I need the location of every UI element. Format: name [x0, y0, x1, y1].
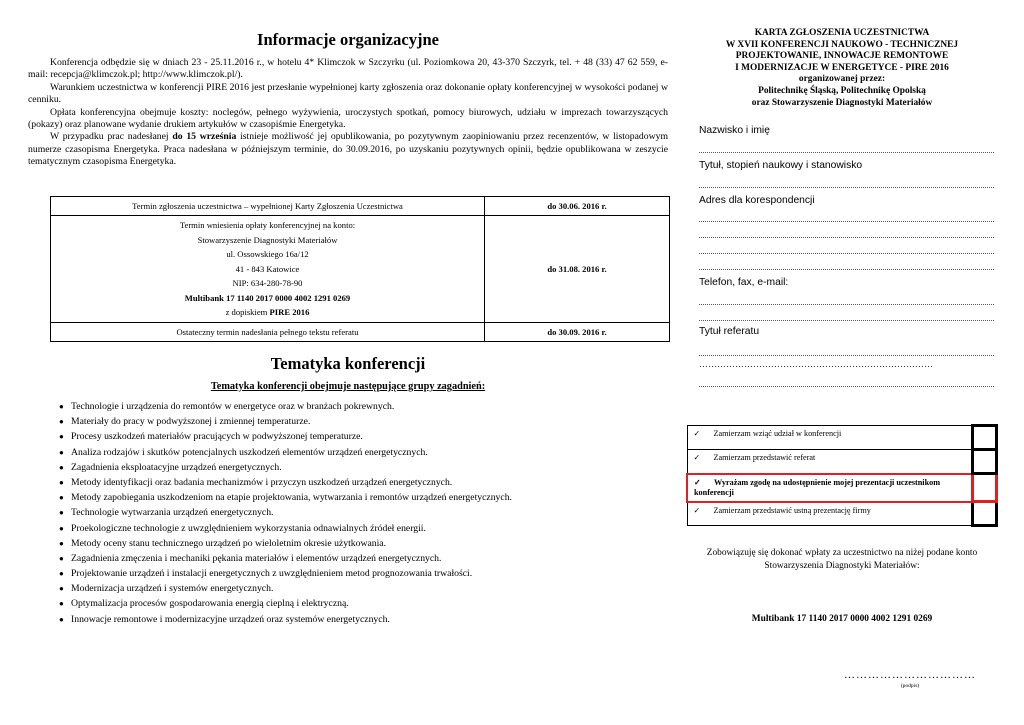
- registration-card: [686, 0, 998, 689]
- bullet-icon: ●: [59, 432, 64, 442]
- bullet-icon: ●: [59, 553, 64, 563]
- bullet-icon: ●: [59, 402, 64, 411]
- topic-label: Modernizacja urządzeń i systemów energetycznych.: [71, 583, 274, 595]
- topic-label: Metody zapobiegania uszkodzeniom na etapie projektowania, wytwarzania i remontów urządzeń energetycznych.: [71, 492, 512, 504]
- deadline-label: Ostateczny termin nadesłania pełnego tekstu referatu: [51, 323, 485, 342]
- bullet-icon: ●: [59, 417, 64, 427]
- deadline-date: do 31.08. 2016 r.: [485, 216, 670, 323]
- paper-label: Tytuł referatu: [699, 326, 760, 337]
- name-label: Nazwisko i imię: [699, 125, 770, 136]
- check-icon: ✓: [693, 505, 701, 515]
- topic-label: Optymalizacja procesów gospodarowania energią cieplną i elektryczną.: [71, 598, 349, 610]
- topic-item: [28, 505, 688, 520]
- topic-label: Materiały do pracy w podwyższonej i zmiennej temperaturze.: [71, 416, 311, 428]
- topic-item: [28, 581, 688, 596]
- info-paragraph: Konferencja odbędzie się w dniach 23 - 25.11.2016 r., w hotelu 4* Klimczok w Szczyrku (ul. Poziomkowa 20, 43-370 Szczyrk, tel. + 48 (33) 47 62 559, e-mail: recepcja@klimczok.pl; http://www.klimczok.pl/).: [28, 57, 668, 81]
- topic-item: [28, 490, 688, 505]
- topic-item: [28, 551, 688, 566]
- consent-checkbox[interactable]: [973, 474, 997, 502]
- payment-details: [51, 216, 485, 323]
- deadline-date: do 30.09. 2016 r.: [485, 323, 670, 342]
- table-row: [687, 474, 997, 502]
- card-heading-line: Politechnikę Śląską, Politechnikę Opolską: [758, 85, 926, 96]
- card-heading-line: organizowanej przez:: [798, 74, 886, 85]
- info-text-span: W przypadku prac nadesłanej: [50, 131, 173, 143]
- topics-list: [28, 399, 688, 627]
- topic-item: [28, 414, 688, 429]
- payment-line: 41 - 843 Katowice: [235, 263, 300, 274]
- check-icon: ✓: [694, 477, 701, 487]
- paper-field-line-2[interactable]: ……………………………………………………………………: [699, 359, 933, 369]
- topic-label: Analiza rodzajów i skutków potencjalnych uszkodzeń elementów urządzeń energetycznych.: [71, 446, 428, 458]
- card-heading: [686, 28, 998, 109]
- topic-item: [28, 566, 688, 581]
- info-paragraph: Warunkiem uczestnictwa w konferencji PIRE 2016 jest przesłanie wypełnionej karty zgłoszenia oraz dokonanie opłaty konferencyjnej w wysokości podanej w cenniku.: [28, 81, 668, 106]
- table-row: [687, 426, 997, 450]
- table-row: [51, 197, 670, 216]
- topic-item: [28, 475, 688, 490]
- signature-line[interactable]: ……………………………: [844, 669, 976, 681]
- table-row: [51, 323, 670, 342]
- bullet-icon: ●: [59, 538, 64, 548]
- topic-label: Technologie i urządzenia do remontów w energetyce oraz w branżach pokrewnych.: [71, 401, 395, 412]
- declaration-label: Zamierzam przedstawić referat: [713, 453, 816, 462]
- deadline-date: do 30.06. 2016 r.: [485, 197, 670, 216]
- topic-item: [28, 596, 688, 611]
- info-text: [28, 57, 668, 169]
- card-heading-line: oraz Stowarzyszenie Diagnostyki Materiałów: [751, 97, 933, 108]
- card-heading-line: I MODERNIZACJE W ENERGETYCE - PIRE 2016: [735, 62, 949, 73]
- bullet-icon: ●: [59, 569, 64, 579]
- paper-checkbox[interactable]: [973, 450, 997, 474]
- paper-field-line-3[interactable]: [699, 371, 994, 387]
- phone-label: Telefon, fax, e-mail:: [699, 277, 789, 288]
- check-icon: ✓: [693, 453, 701, 462]
- topic-item: [28, 399, 688, 414]
- bullet-icon: ●: [59, 508, 64, 518]
- topic-label: Procesy uszkodzeń materiałów pracujących w podwyższonej temperaturze.: [71, 431, 363, 443]
- topic-label: Innowacje remontowe i modernizacyjne urządzeń oraz systemów energetycznych.: [71, 613, 390, 625]
- declarations-table: [686, 424, 998, 527]
- topic-item: [28, 460, 688, 475]
- topic-label: Proekologiczne technologie z uwzględnieniem wykorzystania odnawialnych źródeł energii.: [71, 522, 426, 534]
- declaration-text: [687, 450, 973, 474]
- topics-subtitle: Tematyka konferencji obejmuje następujące grupy zagadnień:: [210, 381, 486, 392]
- paper-field-line-1[interactable]: [699, 340, 994, 356]
- info-text-span: istnieje możliwość jej opublikowania, po pozytywnym zaopiniowaniu przez recenzentów, w listopadowym numerze czasopisma Energetyka. Praca nadesłana w późniejszym terminie, do 30.09.2016, po uzyskaniu pozytywnych opinii, będzie opublikowana w zeszycie tematycznym czasopisma Energetyka.: [28, 131, 668, 168]
- card-bank-account: Multibank 17 1140 2017 0000 4002 1291 0269: [751, 614, 933, 624]
- declaration-text: [687, 502, 973, 526]
- topic-item: [28, 521, 688, 536]
- card-heading-line: PROJEKTOWANIE, INNOWACJE REMONTOWE: [735, 51, 949, 62]
- card-heading-line: W XVII KONFERENCJI NAUKOWO - TECHNICZNEJ: [725, 39, 959, 50]
- payment-line: Termin wniesienia opłaty konferencyjnej na konto:: [179, 219, 356, 230]
- topic-label: Zagadnienia eksploatacyjne urządzeń energetycznych.: [71, 461, 282, 473]
- phone-field-line-2[interactable]: [699, 305, 994, 321]
- name-field[interactable]: [699, 137, 994, 153]
- info-paragraph: [28, 131, 668, 168]
- address-label: Adres dla korespondencji: [699, 195, 815, 206]
- bullet-icon: ●: [59, 599, 64, 609]
- address-field-line-1[interactable]: [699, 206, 994, 222]
- bullet-icon: ●: [59, 523, 64, 533]
- bullet-icon: ●: [59, 584, 64, 594]
- info-bold-span: do 15 września: [172, 131, 237, 143]
- declaration-label: Zamierzam przedstawić ustną prezentację firmy: [713, 505, 871, 515]
- payment-line: ul. Ossowskiego 16a/12: [226, 249, 309, 260]
- table-row: [687, 450, 997, 474]
- address-field-line-3[interactable]: [699, 238, 994, 254]
- info-paragraph: Opłata konferencyjna obejmuje koszty: noclegów, pełnego wyżywienia, uroczystych spotkań, pomocy biurowych, udziału w imprezach towarzyszących (pokazy) oraz planowane wydanie drukiem artykułów w czasopiśmie Energetyka.: [28, 106, 668, 131]
- deadlines-table: [50, 196, 670, 342]
- info-title: Informacje organizacyjne: [257, 30, 439, 49]
- phone-field-line-1[interactable]: [699, 289, 994, 305]
- table-row: [687, 502, 997, 526]
- bank-account: Multibank 17 1140 2017 0000 4002 1291 0269: [184, 292, 351, 303]
- bullet-icon: ●: [59, 477, 64, 487]
- bullet-icon: ●: [59, 614, 64, 624]
- payment-line: Stowarzyszenie Diagnostyki Materiałów: [197, 234, 338, 245]
- address-field-line-4[interactable]: [699, 254, 994, 270]
- title-field[interactable]: [699, 172, 994, 188]
- topic-item: [28, 445, 688, 460]
- declaration-text: [687, 474, 973, 502]
- bullet-icon: ●: [59, 462, 64, 472]
- payment-note-bold: PIRE 2016: [269, 307, 310, 318]
- topic-label: Zagadnienia zmęczenia i mechaniki pękania materiałów i elementów urządzeń energetycznych.: [71, 552, 442, 564]
- address-field-line-2[interactable]: [699, 222, 994, 238]
- bullet-icon: ●: [59, 447, 64, 457]
- title-label: Tytuł, stopień naukowy i stanowisko: [699, 160, 863, 171]
- topic-label: Projektowanie urządzeń i instalacji energetycznych z uwzględnieniem metod prognozowania trwałości.: [71, 568, 473, 580]
- payment-commitment: Zobowiązuję się dokonać wpłaty za uczestnictwo na niżej podane konto Stowarzyszenia Diagnostyki Materiałów:: [706, 548, 978, 571]
- payment-note: [55, 305, 480, 320]
- declaration-text: [687, 426, 973, 450]
- topic-label: Metody identyfikacji oraz badania mechanizmów i przyczyn uszkodzeń urządzeń energetycznych.: [71, 476, 453, 488]
- payment-note-text: z dopiskiem: [225, 307, 270, 318]
- declaration-label: Zamierzam wziąć udział w konferencji: [713, 429, 842, 438]
- deadline-label: Termin zgłoszenia uczestnictwa – wypełnionej Karty Zgłoszenia Uczestnictwa: [51, 197, 485, 216]
- topic-label: Metody oceny stanu technicznego urządzeń po wieloletnim okresie użytkowania.: [71, 537, 387, 549]
- declaration-label: Wyrażam zgodę na udostępnienie mojej prezentacji uczestnikom konferencji: [694, 477, 941, 497]
- topic-label: Technologie wytwarzania urządzeń energetycznych.: [71, 507, 274, 519]
- participate-checkbox[interactable]: [973, 426, 997, 450]
- check-icon: ✓: [693, 429, 701, 438]
- bullet-icon: ●: [59, 493, 64, 503]
- topic-item: [28, 612, 688, 627]
- topic-item: [28, 536, 688, 551]
- payment-line: NIP: 634-280-78-90: [232, 278, 303, 289]
- topics-title: Tematyka konferencji: [270, 354, 426, 373]
- topic-item: [28, 429, 688, 444]
- table-row: [51, 216, 670, 323]
- card-heading-line: KARTA ZGŁOSZENIA UCZESTNICTWA: [754, 28, 930, 38]
- signature-caption: (podpis): [900, 683, 920, 689]
- presentation-checkbox[interactable]: [973, 502, 997, 526]
